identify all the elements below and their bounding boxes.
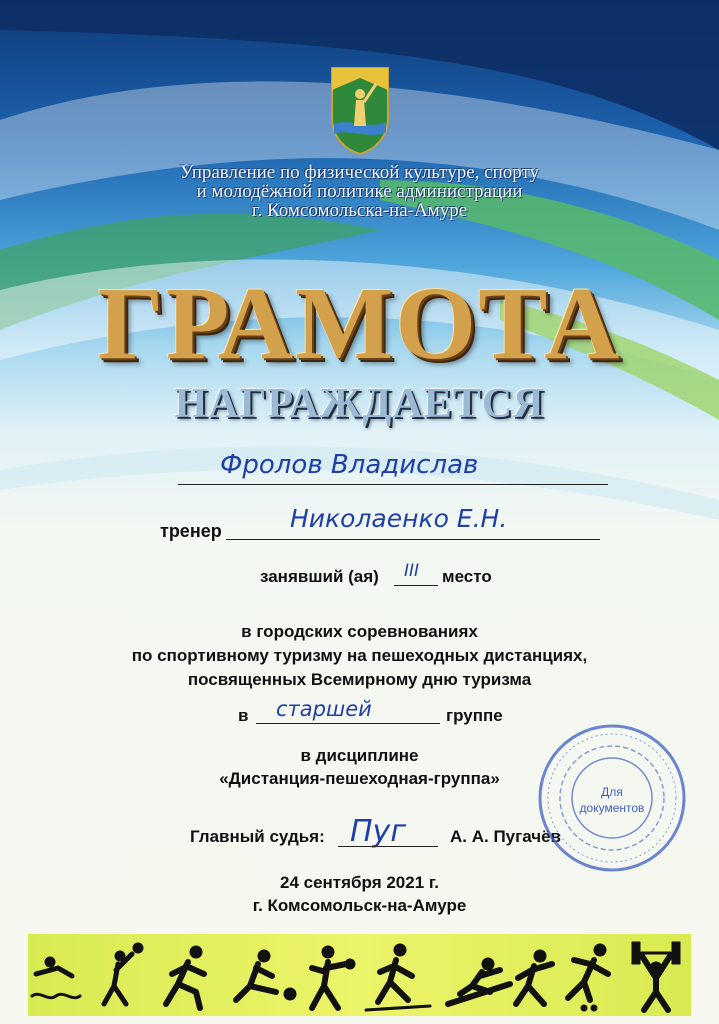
award-date: 24 сентября 2021 г. xyxy=(279,873,439,892)
skier-icon xyxy=(366,944,430,1010)
swimmer-icon xyxy=(32,957,80,998)
boxer-icon xyxy=(312,946,355,1008)
event-line-2: по спортивному туризму на пешеходных дистанциях, xyxy=(131,646,588,665)
place-value: III xyxy=(404,561,420,581)
runner-icon xyxy=(166,946,204,1008)
organization-line-2: и молодёжной политике администрации xyxy=(196,181,523,202)
sports-footer xyxy=(28,934,691,1016)
discus-thrower-icon xyxy=(516,950,552,1004)
place-prefix: занявший (ая) xyxy=(260,567,379,586)
coach-name: Николаенко Е.Н. xyxy=(290,504,508,533)
awardee-name: Фролов Владислав xyxy=(220,450,479,480)
group-underline xyxy=(256,723,440,724)
event-line-3: посвященных Всемирному дню туризма xyxy=(187,670,532,689)
coach-label: тренер xyxy=(160,521,222,541)
stamp-line-1: Для xyxy=(601,785,623,799)
weightlifter-icon xyxy=(632,942,680,1010)
roller-skater-icon xyxy=(568,944,608,1011)
judge-signature: Пуг xyxy=(350,814,407,849)
awardee-underline xyxy=(178,484,608,485)
group-suffix: группе xyxy=(446,706,503,725)
stamp-line-2: документов xyxy=(579,801,645,815)
judge-underline xyxy=(338,846,438,847)
award-city: г. Комсомольск-на-Амуре xyxy=(252,896,467,915)
coach-underline xyxy=(226,539,600,540)
group-value: старшей xyxy=(276,697,372,721)
judge-label: Главный судья: xyxy=(190,827,325,846)
snowboarder-icon xyxy=(448,958,510,1004)
discipline-name: «Дистанция-пешеходная-группа» xyxy=(219,769,500,788)
certificate-subtitle: НАГРАЖДАЕТСЯ xyxy=(174,381,545,427)
certificate-title: ГРАМОТА xyxy=(97,266,622,381)
event-line-1: в городских соревнованиях xyxy=(241,622,478,641)
official-stamp xyxy=(536,722,688,874)
place-underline xyxy=(394,585,438,586)
basketball-player-icon xyxy=(104,943,143,1004)
football-player-icon xyxy=(236,950,296,1000)
discipline-label: в дисциплине xyxy=(300,746,419,765)
organization-line-1: Управление по физической культуре, спорту xyxy=(179,162,540,183)
organization-line-3: г. Комсомольска-на-Амуре xyxy=(251,200,468,221)
judge-name: А. А. Пугачёв xyxy=(450,827,562,846)
group-prefix: в xyxy=(238,706,249,725)
place-suffix: место xyxy=(442,567,492,586)
city-coat-of-arms xyxy=(330,60,390,156)
